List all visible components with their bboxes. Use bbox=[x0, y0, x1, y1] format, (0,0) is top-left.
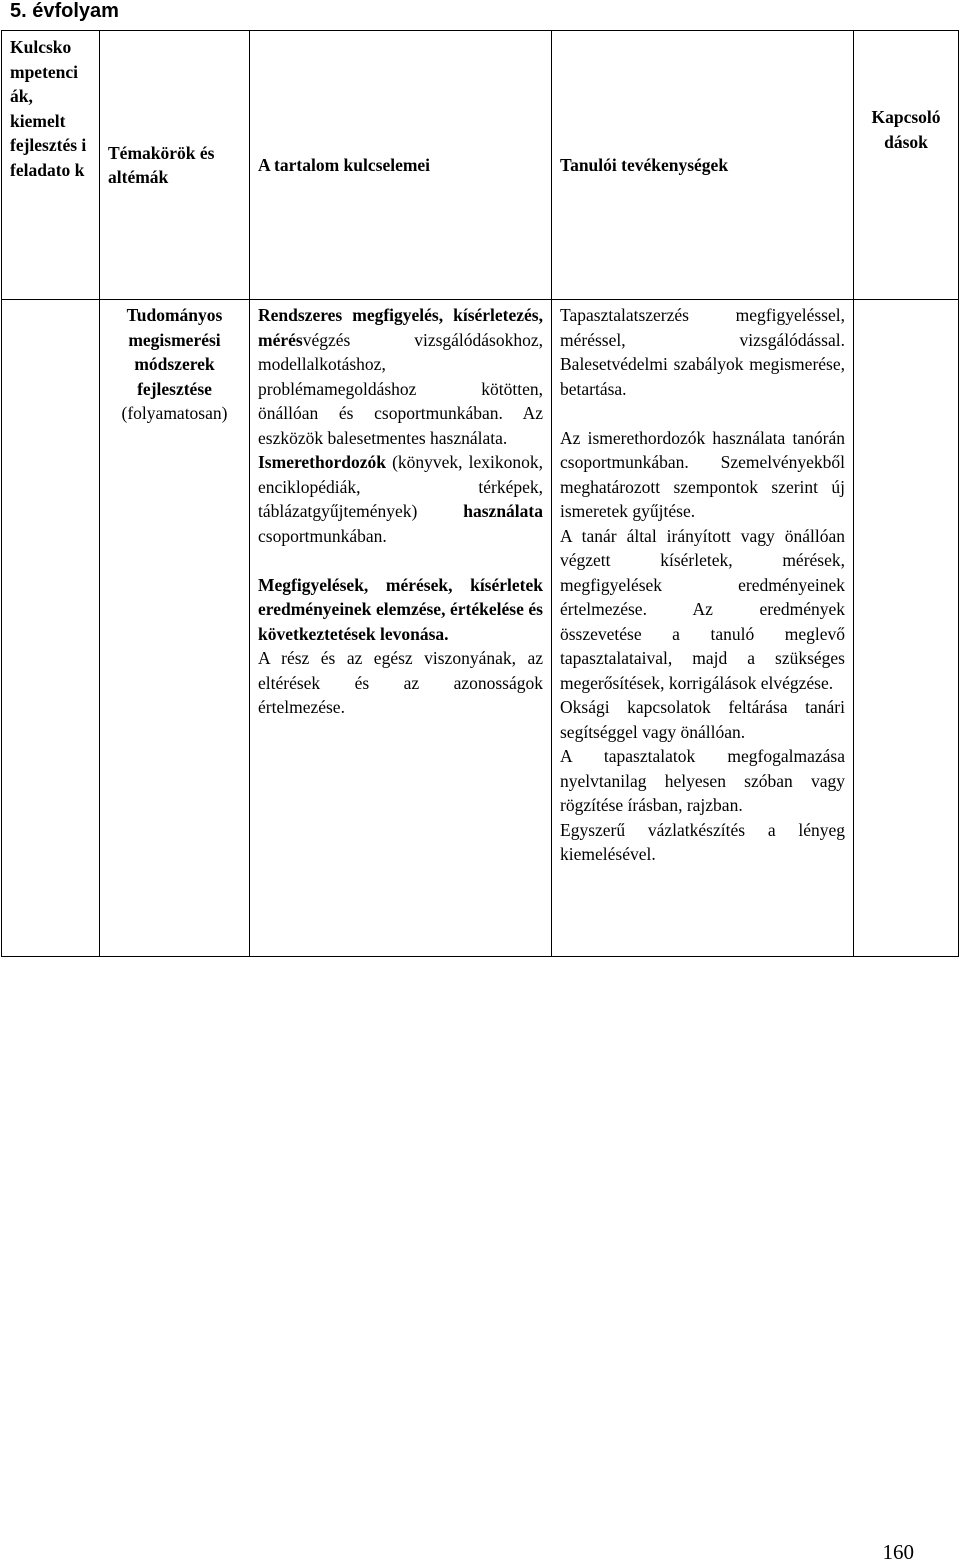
content-bold-text: Ismerethordozók bbox=[258, 452, 386, 472]
header-links bbox=[854, 31, 959, 300]
content-paragraph bbox=[258, 450, 543, 548]
content-bold-text: használata bbox=[463, 501, 543, 521]
curriculum-table bbox=[1, 30, 959, 957]
header-competences-label: Kulcsko mpetenci ák, kiemelt fejlesztés i feladato k bbox=[10, 37, 87, 180]
activity-paragraph: A tanár által irányított vagy önállóan végzett kísérletek, mérések, megfigyelések eredményeinek értelmezése. Az eredmények összevetése a tanuló meglevő tapasztalataival, majd a szükséges megerősítések, korrigálások elvégzése. bbox=[560, 525, 845, 693]
cell-competences bbox=[2, 300, 100, 957]
topic-note: (folyamatosan) bbox=[121, 403, 228, 423]
header-content-label: A tartalom kulcselemei bbox=[258, 154, 431, 175]
activity-paragraph: Oksági kapcsolatok feltárása tanári segítséggel vagy önállóan. bbox=[560, 697, 845, 742]
content-text: (könyvek, lexikonok, enciklopédiák, térképek, táblázatgyűjtemények) bbox=[258, 452, 543, 521]
cell-content bbox=[250, 300, 552, 957]
cell-topic bbox=[100, 300, 250, 957]
cell-links bbox=[854, 300, 959, 957]
content-bold-text: Rendszeres megfigyelés, kísérletezés, mérés bbox=[258, 305, 543, 350]
content-paragraph bbox=[258, 303, 543, 450]
header-links-label: Kapcsoló dások bbox=[871, 107, 941, 152]
header-topics bbox=[100, 31, 250, 300]
activity-paragraph: A tapasztalatok megfogalmazása nyelvtanilag helyesen szóban vagy rögzítése írásban, rajzban. bbox=[560, 746, 845, 815]
table-row bbox=[2, 300, 959, 957]
activity-paragraph: Tapasztalatszerzés megfigyeléssel, méréssel, vizsgálódással. Balesetvédelmi szabályok megismerése, betartása. bbox=[560, 305, 845, 399]
header-activities bbox=[552, 31, 854, 300]
topic-title: Tudományos megismerési módszerek fejlesztése bbox=[126, 305, 223, 399]
header-topics-label: Témakörök és altémák bbox=[108, 142, 215, 187]
activity-paragraph: Egyszerű vázlatkészítés a lényeg kiemelésével. bbox=[560, 819, 845, 864]
content-paragraph: A rész és az egész viszonyának, az eltérések és az azonosságok értelmezése. bbox=[258, 648, 543, 717]
content-text: végzés vizsgálódásokhoz, modellalkotáshoz, problémamegoldáshoz kötötten, önállóan és csoportmunkában. Az eszközök balesetmentes használata. bbox=[258, 329, 543, 448]
page-number: 160 bbox=[882, 1540, 914, 1564]
page-title: 5. évfolyam bbox=[10, 0, 119, 22]
header-competences bbox=[2, 31, 100, 300]
table-header-row bbox=[2, 31, 959, 300]
content-paragraph: Megfigyelések, mérések, kísérletek eredményeinek elemzése, értékelése és következtetések levonása. bbox=[258, 574, 543, 644]
content-text: csoportmunkában. bbox=[258, 525, 387, 546]
activity-paragraph: Az ismerethordozók használata tanórán csoportmunkában. Szemelvényekből meghatározott szempontok szerint új ismeretek gyűjtése. bbox=[560, 427, 845, 521]
header-content bbox=[250, 31, 552, 300]
header-activities-label: Tanulói tevékenységek bbox=[560, 154, 729, 175]
cell-activities bbox=[552, 300, 854, 957]
